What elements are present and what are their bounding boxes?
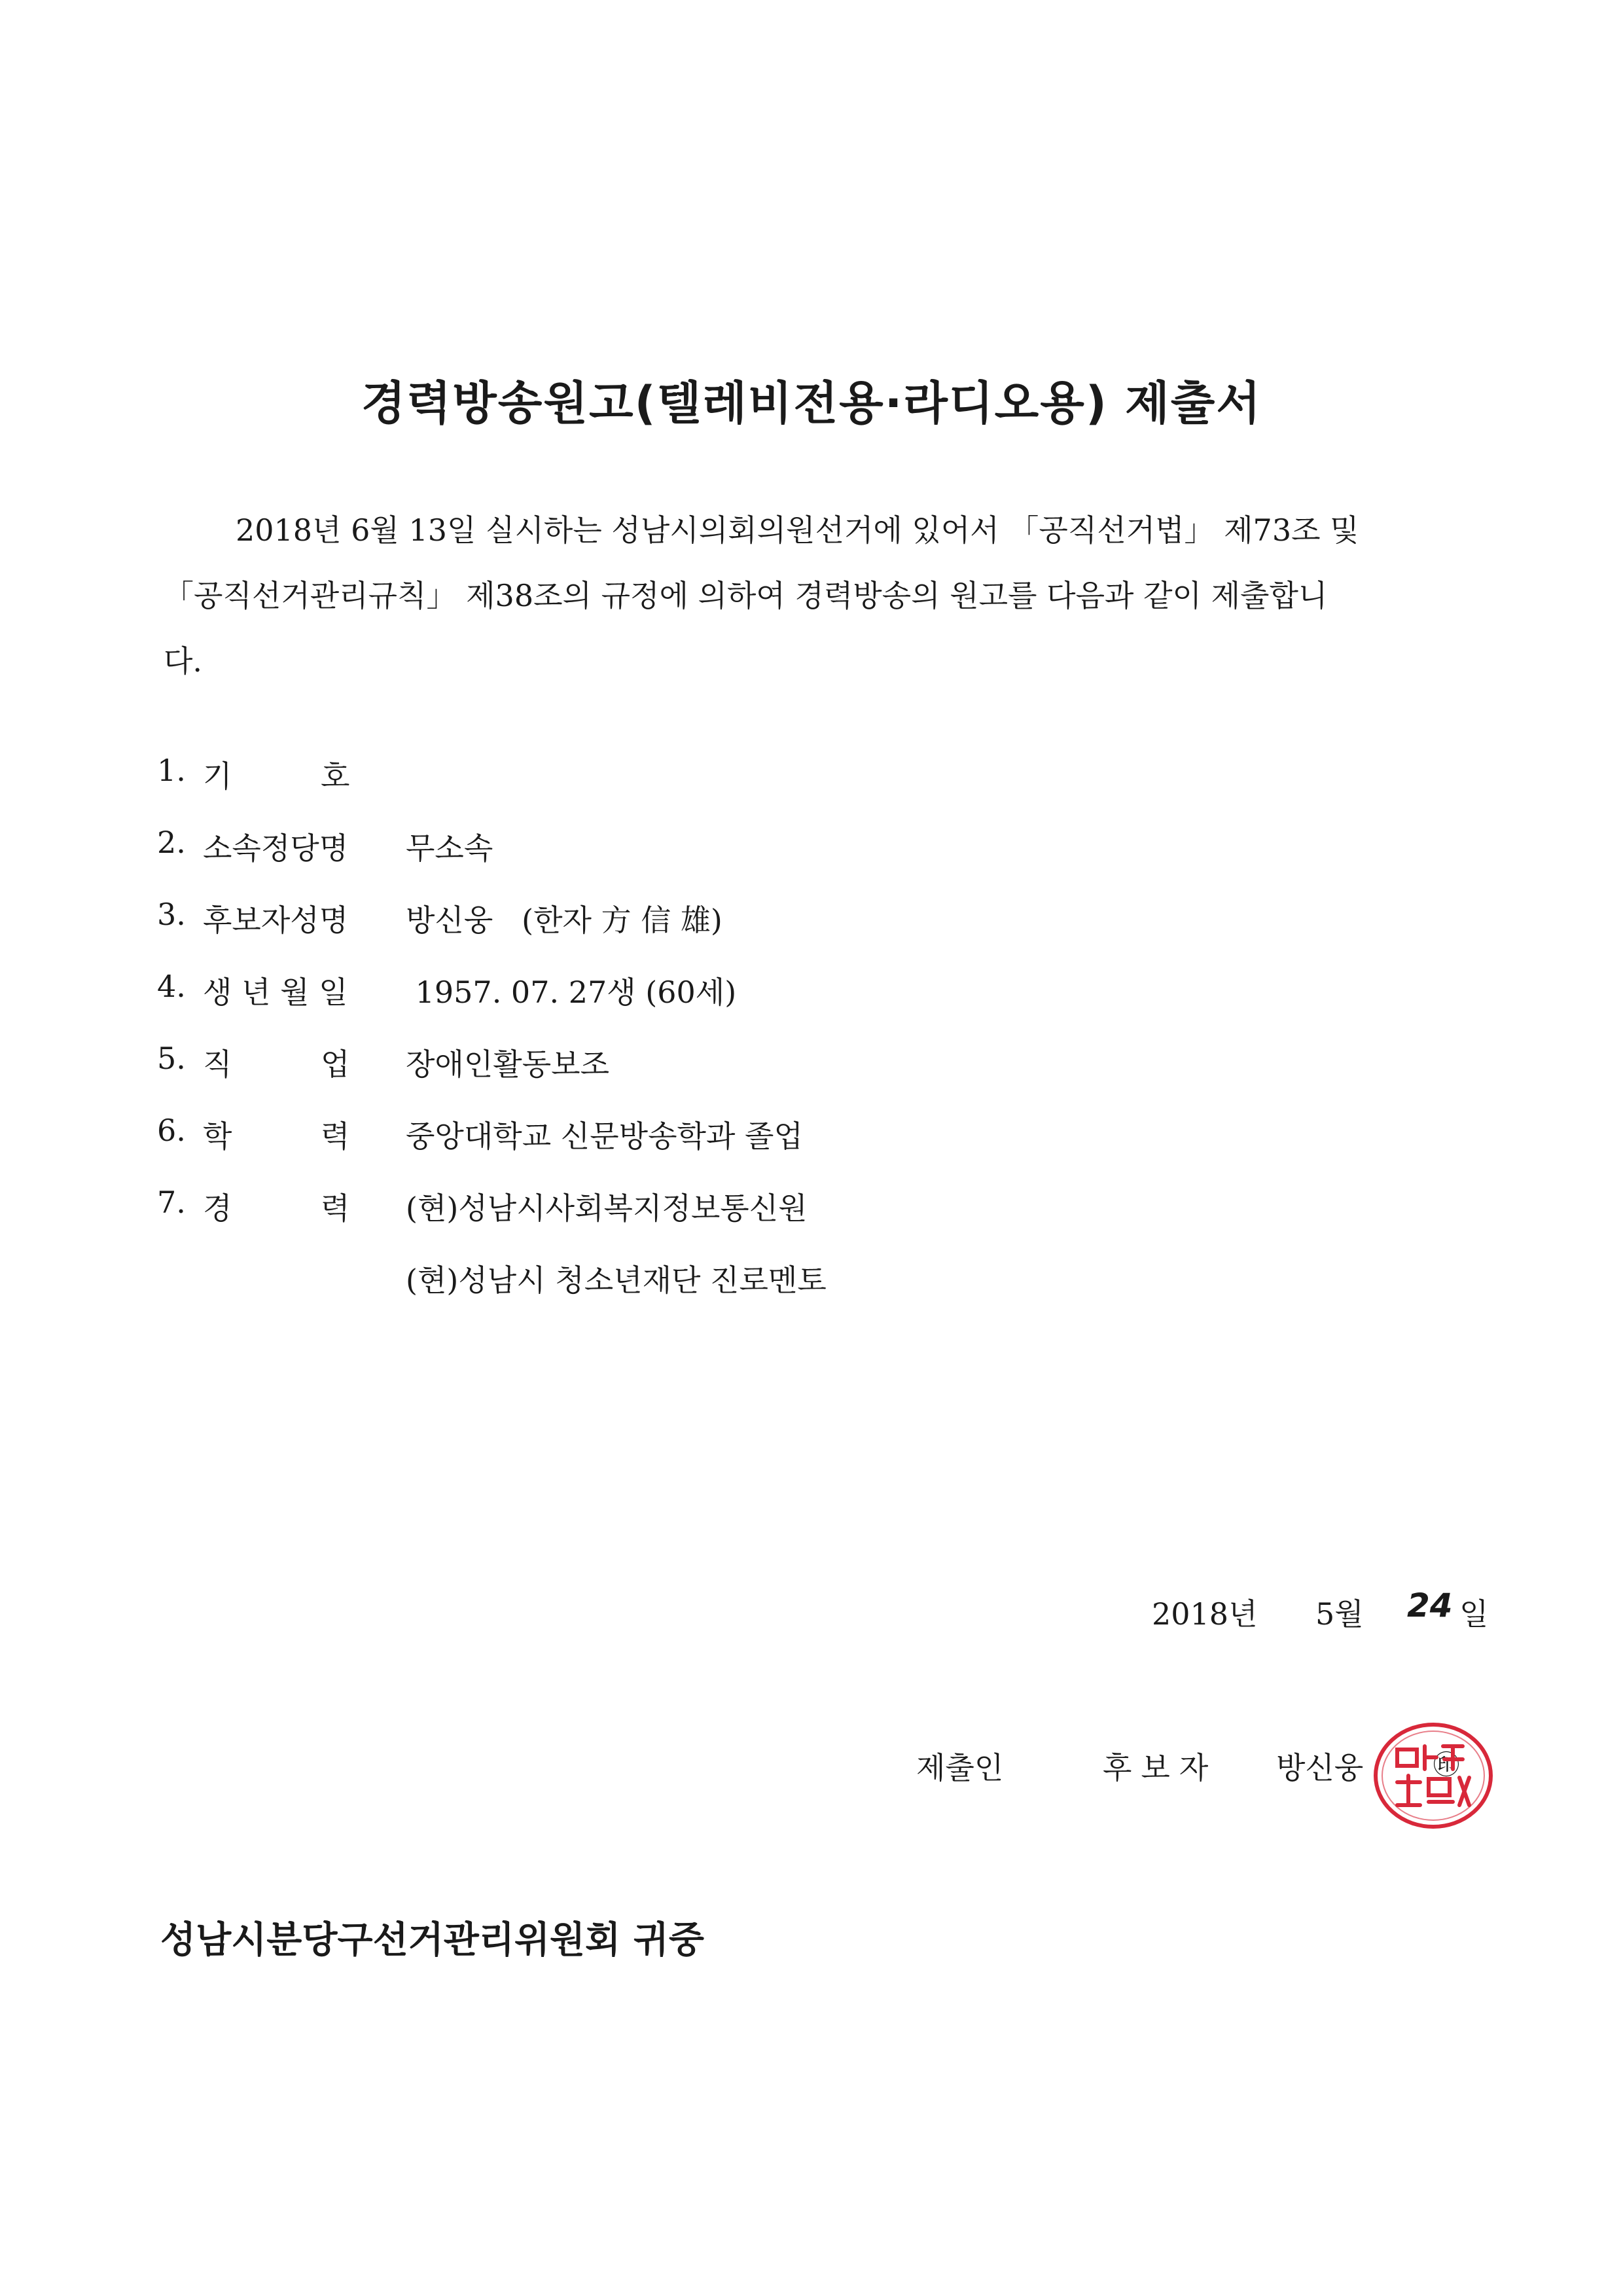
item-label: 소속정당명 (203, 831, 349, 866)
item-value: 장애인활동보조 (406, 1047, 610, 1082)
item-number: 6. (157, 1113, 186, 1148)
addressee: 성남시분당구선거관리위원회 귀중 (160, 1919, 704, 1962)
submitter-role: 후보자 (1103, 1750, 1218, 1785)
date-month: 5월 (1315, 1596, 1364, 1632)
item-number: 2. (157, 825, 186, 860)
seal-mark-text: ㊞ (1433, 1750, 1459, 1780)
item-number: 1. (157, 753, 186, 788)
item-value: (현)성남시사회복지정보통신원 (406, 1191, 808, 1226)
item-number: 3. (157, 897, 186, 932)
intro-paragraph (164, 497, 1472, 694)
date-day-unit: 일 (1459, 1596, 1489, 1632)
date-year: 2018년 (1152, 1596, 1258, 1632)
item-label: 후보자성명 (203, 903, 349, 938)
item-label-part: 기 (203, 759, 232, 794)
intro-line-2: 「공직선거관리규칙」 제38조의 규정에 의하여 경력방송의 원고를 다음과 같이 제출합니 (164, 578, 1328, 613)
item-value: 무소속 (406, 831, 493, 866)
item-label-part: 력 (321, 1119, 350, 1154)
submitter-label: 제출인 (916, 1750, 1004, 1785)
item-label-part: 학 (203, 1119, 232, 1154)
document-title: 경력방송원고(텔레비전용·라디오용) 제출서 (361, 376, 1262, 430)
item-value: (현)성남시 청소년재단 진로멘토 (406, 1263, 827, 1298)
submitter-name: 방신웅 (1276, 1750, 1364, 1785)
item-number: 5. (157, 1041, 186, 1076)
item-number: 4. (157, 969, 186, 1004)
item-label-part: 력 (321, 1191, 350, 1226)
item-label-part: 업 (321, 1047, 350, 1082)
item-label-part: 직 (203, 1047, 232, 1082)
item-label-part: 호 (321, 759, 350, 794)
intro-line-1: 2018년 6월 13일 실시하는 성남시의회의원선거에 있어서 「공직선거법」 제73조 및 (236, 512, 1359, 548)
intro-line-3: 다. (164, 643, 203, 679)
item-label: 생 년 월 일 (203, 975, 348, 1010)
item-number: 7. (157, 1185, 186, 1220)
item-value: 중앙대학교 신문방송학과 졸업 (406, 1119, 803, 1154)
item-value: 1957. 07. 27생 (60세) (406, 975, 737, 1010)
item-label-part: 경 (203, 1191, 232, 1226)
red-seal-stamp-icon (1371, 1720, 1495, 1831)
date-day-handwritten: 24 (1407, 1587, 1453, 1624)
item-value: 방신웅 (한자 方 信 雄) (406, 903, 722, 938)
